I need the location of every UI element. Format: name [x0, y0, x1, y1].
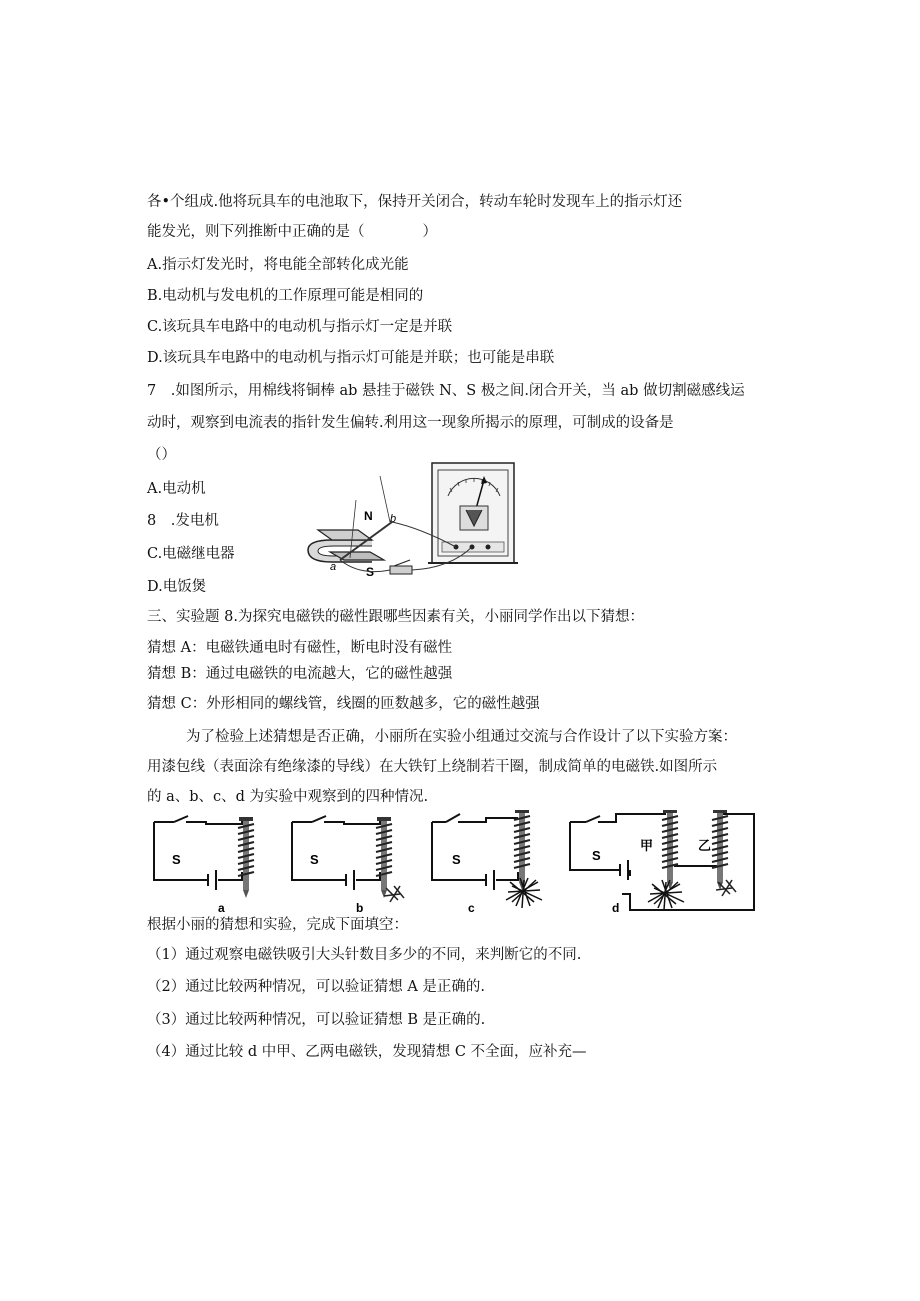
- q7-line-1: 7 .如图所示，用棉线将铜棒 ab 悬挂于磁铁 N、S 极之间.闭合开关，当 ab 做切割磁感线运: [147, 383, 745, 399]
- guess-c: 猜想 C：外形相同的螺线管，线圈的匝数越多，它的磁性越强: [147, 696, 540, 712]
- label-b: b: [390, 513, 397, 525]
- q6-option-a: A.指示灯发光时，将电能全部转化成光能: [147, 257, 409, 273]
- plan-line-2: 用漆包线（表面涂有绝缘漆的导线）在大铁钉上绕制若干圈，制成简单的电磁铁.如图所示: [147, 759, 718, 775]
- label-s: S: [366, 565, 375, 579]
- label-fig-b: b: [356, 901, 364, 915]
- q7-option-a: A.电动机: [147, 481, 206, 497]
- guess-b: 猜想 B：通过电磁铁的电流越大，它的磁性越强: [147, 666, 453, 682]
- section3-heading: 三、实验题 8.为探究电磁铁的磁性跟哪些因素有关，小丽同学作出以下猜想：: [147, 609, 644, 625]
- switch-label-a: S: [172, 852, 181, 867]
- figure-a: [154, 816, 254, 915]
- induction-experiment-figure: [300, 458, 522, 582]
- fill-3: （3）通过比较两种情况，可以验证猜想 B 是正确的.: [147, 1012, 486, 1028]
- figure-d: [570, 810, 754, 915]
- figure-b: [292, 816, 404, 915]
- plan-line-3: 的 a、b、c、d 为实验中观察到的四种情况.: [147, 789, 429, 805]
- fill-intro: 根据小丽的猜想和实验，完成下面填空：: [147, 917, 408, 933]
- figure-c: [432, 810, 542, 915]
- q6-option-c: C.该玩具车电路中的电动机与指示灯一定是并联: [147, 319, 453, 335]
- q6-option-b: B.电动机与发电机的工作原理可能是相同的: [147, 288, 424, 304]
- switch-label-d: S: [592, 848, 601, 863]
- label-n: N: [364, 509, 373, 523]
- fill-1: （1）通过观察电磁铁吸引大头针数目多少的不同，来判断它的不同.: [147, 947, 582, 963]
- q7-line-2: 动时，观察到电流表的指针发生偏转.利用这一现象所揭示的原理，可制成的设备是: [147, 415, 674, 431]
- horseshoe-magnet: [308, 530, 384, 562]
- label-a: a: [330, 561, 337, 573]
- galvanometer: [428, 463, 518, 563]
- q7-line-3: （）: [147, 447, 176, 463]
- fill-2: （2）通过比较两种情况，可以验证猜想 A 是正确的.: [147, 979, 486, 995]
- q7-option-b: 8 .发电机: [147, 513, 219, 529]
- electromagnet-figures: [146, 810, 756, 916]
- plan-line-1: 为了检验上述猜想是否正确，小丽所在实验小组通过交流与合作设计了以下实验方案：: [186, 729, 737, 745]
- switch-label-b: S: [310, 852, 319, 867]
- guess-a: 猜想 A：电磁铁通电时有磁性，断电时没有磁性: [147, 640, 453, 656]
- switch: [390, 560, 412, 574]
- label-fig-d: d: [612, 901, 620, 915]
- q6-line-1: 各•个组成.他将玩具车的电池取下，保持开关闭合，转动车轮时发现车上的指示灯还: [147, 194, 683, 210]
- q6-line-2: 能发光，则下列推断中正确的是（ ）: [147, 224, 437, 240]
- label-fig-a: a: [218, 901, 225, 915]
- q7-option-d: D.电饭煲: [147, 579, 207, 595]
- label-fig-c: c: [468, 901, 475, 915]
- q7-option-c: C.电磁继电器: [147, 546, 235, 562]
- switch-label-c: S: [452, 852, 461, 867]
- fill-4: （4）通过比较 d 中甲、乙两电磁铁，发现猜想 C 不全面，应补充—: [147, 1044, 587, 1060]
- label-yi: 乙: [698, 838, 712, 853]
- label-jia: 甲: [640, 838, 654, 853]
- q6-option-d: D.该玩具车电路中的电动机与指示灯可能是并联；也可能是串联: [147, 350, 555, 366]
